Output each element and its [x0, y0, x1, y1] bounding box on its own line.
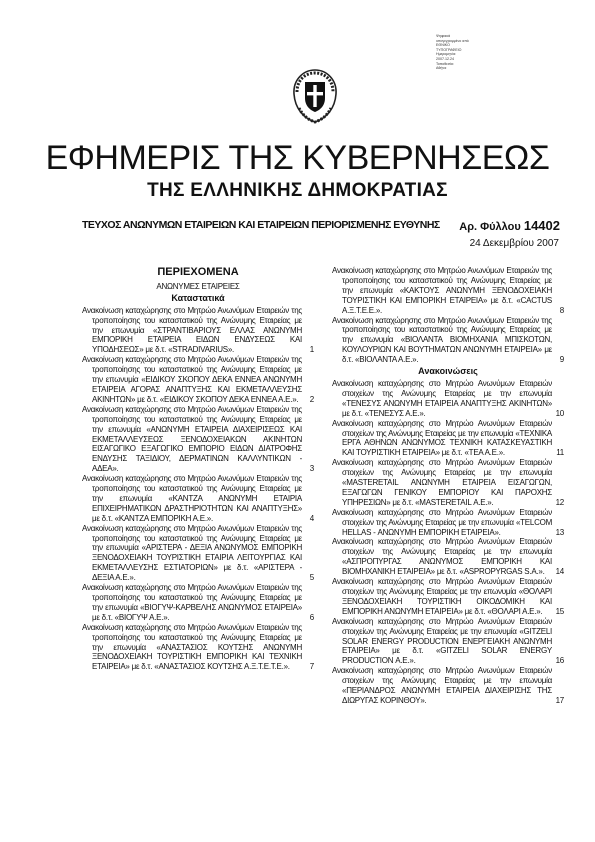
- entry-text: Ανακοίνωση καταχώρησης στο Μητρώο Ανωνύμων Εταιρειών στοιχείων της Ανώνυμης Εταιρείας με την επωνυμία «ΤΕΝΕΣΥΣ ΑΝΩΝΥΜΗ ΕΤΑΙΡΕΙΑ ΑΝΑΠΤΥΞΗΣ ΑΚΙΝΗΤΩΝ» με δ.τ. «ΤΕΝΕΣΥΣ Α.Ε.».: [332, 378, 552, 418]
- contents-entry: [332, 458, 564, 508]
- right-statute-entries: [332, 266, 564, 365]
- contents-entry: [332, 316, 564, 366]
- masthead-title: ΕΦΗΜΕΡΙΣ ΤΗΣ ΚΥΒΕΡΝΗΣΕΩΣ: [45, 139, 550, 177]
- entry-page-number: 7: [309, 662, 314, 672]
- contents-entry: [332, 379, 564, 419]
- contents-entry: [82, 583, 314, 623]
- contents-entry: [82, 623, 314, 673]
- contents-entry: [82, 524, 314, 583]
- entry-page-number: 15: [555, 606, 564, 616]
- left-entries: [82, 306, 314, 673]
- digital-signature-stamp: [436, 34, 496, 71]
- contents-subheading: ΑΝΩΝΥΜΕΣ ΕΤΑΙΡΕΙΕΣ: [156, 281, 240, 291]
- section-announcements-heading: Ανακοινώσεις: [418, 366, 478, 377]
- entry-page-number: 13: [555, 527, 564, 537]
- entry-text: Ανακοίνωση καταχώρησης στο Μητρώο Ανωνύμων Εταιρειών της τροποποίησης του καταστατικού της Ανώνυμης Εταιρείας με την επωνυμία «ΑΝΩΝΥΜΗ ΕΤΑΙΡΕΙΑ ΔΙΑΧΕΙΡΙΣΕΩΣ ΚΑΙ ΕΚΜΕΤΑΛΛΕΥΣΕΩΣ ΞΕΝΟΔΟΧΕΙΑΚΩΝ ΑΚΙΝΗΤΩΝ ΕΙΣΑΓΩΓΙΚΟ ΕΞΑΓΩΓΙΚΟ ΕΜΠΟΡΙΟ ΕΙΔΩΝ ΔΙΑΤΡΟΦΗΣ ΕΝΔΥΣΗΣ ΤΑΞΙΔΙΟΥ, ΔΕΡΜΑΤΙΝΩΝ ΚΑΛΛΥΝΤΙΚΩΝ - ΑΔΕΑ».: [82, 404, 302, 474]
- entry-text: Ανακοίνωση καταχώρησης στο Μητρώο Ανωνύμων Εταιρειών της τροποποίησης του καταστατικού της Ανώνυμης Εταιρείας με την επωνυμία «ΑΝΑΣΤΑΣΙΟΣ ΚΟΥΤΣΗΣ ΑΝΩΝΥΜΗ ΞΕΝΟΔΟΧΕΙΑΚΗ ΤΟΥΡΙΣΤΙΚΗ ΕΜΠΟΡΙΚΗ ΚΑΙ ΤΕΧΝΙΚΗ ΕΤΑΙΡΕΙΑ» με δ.τ. «ΑΝΑΣΤΑΣΙΟΣ ΚΟΥΤΣΗΣ Α.Ξ.Τ.Ε.Τ.Ε.».: [82, 622, 302, 672]
- stamp-line: ΤΥΠΟΓΡΑΦΕΙΟ: [436, 47, 462, 52]
- entry-page-number: 4: [309, 513, 314, 523]
- contents-heading: ΠΕΡΙΕΧΟΜΕΝΑ: [157, 266, 239, 278]
- greek-coat-of-arms-icon: [287, 64, 343, 126]
- entry-page-number: 9: [559, 355, 564, 365]
- entry-page-number: 14: [555, 567, 564, 577]
- contents-left-column: [82, 266, 314, 672]
- contents-entry: [332, 577, 564, 617]
- entry-text: Ανακοίνωση καταχώρησης στο Μητρώο Ανωνύμων Εταιρειών στοιχείων της Ανώνυμης Εταιρείας με την επωνυμία «MASTERETAIL ΑΝΩΝΥΜΗ ΕΤΑΙΡΕΙΑ ΕΙΣΑΓΩΓΩΝ, ΕΞΑΓΩΓΩΝ ΓΕΝΙΚΟΥ ΕΜΠΟΡΙΟΥ ΚΑΙ ΠΑΡΟΧΗΣ ΥΠΗΡΕΣΙΩΝ» με δ.τ. «MASTERETAIL Α.Ε.».: [332, 458, 552, 507]
- entry-text: Ανακοίνωση καταχώρησης στο Μητρώο Ανωνύμων Εταιρειών στοιχείων της Ανώνυμης Εταιρείας με την επωνυμία «ΠΕΡΙΑΝΔΡΟΣ ΑΝΩΝΥΜΗ ΕΤΑΙΡΕΙΑ ΔΙΑΧΕΙΡΙΣΗΣ ΤΗΣ ΔΙΩΡΥΓΑΣ ΚΟΡΙΝΘΟΥ».: [332, 666, 552, 705]
- stamp-line: ΕΘΝΙΚΟ: [436, 43, 450, 48]
- contents-entry: [82, 306, 314, 356]
- entry-page-number: 2: [309, 394, 314, 404]
- entry-page-number: 11: [556, 448, 564, 458]
- contents-entry: [332, 266, 564, 316]
- entry-page-number: 3: [309, 464, 314, 474]
- entry-page-number: 1: [309, 345, 314, 355]
- entry-text: Ανακοίνωση καταχώρησης στο Μητρώο Ανωνύμων Εταιρειών στοιχείων της Ανώνυμης Εταιρείας με την επωνυμία «ΘΟΛΑΡΙ ΞΕΝΟΔΟΧΕΙΑΚΗ ΤΟΥΡΙΣΤΙΚΗ ΟΙΚΟΔΟΜΙΚΗ ΚΑΙ ΕΜΠΟΡΙΚΗ ΑΝΩΝΥΜΗ ΕΤΑΙΡΕΙΑ» με δ.τ. «ΘΟΛΑΡΙ Α.Ε.».: [332, 577, 552, 616]
- section-statutes-heading: Καταστατικά: [171, 292, 225, 303]
- right-announcement-entries: [332, 379, 564, 706]
- stamp-line: Ημερομηνία:: [436, 52, 457, 57]
- entry-text: Ανακοίνωση καταχώρησης στο Μητρώο Ανωνύμων Εταιρειών της τροποποίησης του καταστατικού της Ανώνυμης Εταιρείας με την επωνυμία «ΚΑΝΤΖΑ ΑΝΩΝΥΜΗ ΕΤΑΙΡΙΑ ΕΠΙΧΕΙΡΗΜΑΤΙΚΩΝ ΔΡΑΣΤΗΡΙΟΤΗΤΩΝ ΚΑΙ ΑΝΑΠΤΥΞΗΣ» με δ.τ. «ΚΑΝΤΖΑ ΕΜΠΟΡΙΚΗ Α.Ε.».: [82, 474, 302, 523]
- contents-entry: [82, 405, 314, 474]
- stamp-line: υπογεγραμμένο από: [436, 38, 469, 43]
- contents-entry: [82, 474, 314, 524]
- contents-right-column: [332, 266, 564, 706]
- entry-text: Ανακοίνωση καταχώρησης στο Μητρώο Ανωνύμων Εταιρειών της τροποποίησης του καταστατικού της Ανώνυμης Εταιρείας με την επωνυμία «ΣΤΡΑΝΤΙΒΑΡΙΟΥΣ ΕΛΛΑΣ ΑΝΩΝΥΜΗ ΕΜΠΟΡΙΚΗ ΕΤΑΙΡΕΙΑ ΕΙΔΩΝ ΕΝΔΥΣΕΩΣ ΚΑΙ ΥΠΟΔΗΣΕΩΣ» με δ.τ. «STRADIVARIUS».: [82, 305, 302, 355]
- stamp-line: Αθήνα: [436, 66, 447, 71]
- contents-entry: [332, 666, 564, 706]
- entry-text: Ανακοίνωση καταχώρησης στο Μητρώο Ανωνύμων Εταιρειών στοιχείων της Ανώνυμης Εταιρείας με την επωνυμία «GITZELI SOLAR ENERGY PRODUCTION ΕΝΕΡΓΕΙΑΚΗ ΑΝΩΝΥΜΗ ΕΤΑΙΡΕΙΑ» με δ.τ. «GITZELI SOLAR ENERGY PRODUCTION Α.Ε.».: [332, 616, 552, 666]
- masthead-subtitle: ΤΗΣ ΕΛΛΗΝΙΚΗΣ ΔΗΜΟΚΡΑΤΙΑΣ: [147, 180, 448, 201]
- entry-text: Ανακοίνωση καταχώρησης στο Μητρώο Ανωνύμων Εταιρειών στοιχείων της Ανώνυμης Εταιρείας με την επωνυμία «TELCOM HELLAS - ΑΝΩΝΥΜΗ ΕΜΠΟΡΙΚΗ ΕΤΑΙΡΕΙΑ».: [332, 507, 552, 537]
- series-title: ΤΕΥΧΟΣ ΑΝΩΝΥΜΩΝ ΕΤΑΙΡΕΙΩΝ ΚΑΙ ΕΤΑΙΡΕΙΩΝ ΠΕΡΙΟΡΙΣΜΕΝΗΣ ΕΥΘΥΝΗΣ: [82, 219, 440, 231]
- entry-text: Ανακοίνωση καταχώρησης στο Μητρώο Ανωνύμων Εταιρειών της τροποποίησης του καταστατικού της Ανώνυμης Εταιρείας με την επωνυμία «ΒΙΟΛΑΝΤΑ ΒΙΟΜΗΧΑΝΙΑ ΜΠΙΣΚΟΤΩΝ, ΚΟΥΛΟΥΡΙΩΝ ΚΑΙ ΒΟΥΤΗΜΑΤΩΝ ΑΝΩΝΥΜΗ ΕΤΑΙΡΕΙΑ» με δ.τ. «ΒΙΟΛΑΝΤΑ Α.Ε.».: [332, 315, 552, 365]
- contents-entry: [332, 419, 564, 459]
- entry-page-number: 10: [555, 408, 564, 418]
- issue-date: 24 Δεκεμβρίου 2007: [469, 238, 559, 249]
- entry-text: Ανακοίνωση καταχώρησης στο Μητρώο Ανωνύμων Εταιρειών της τροποποίησης του καταστατικού της Ανώνυμης Εταιρείας με την επωνυμία «ΒΙΟΓΥΨ-ΚΑΡΒΕΛΗΣ ΑΝΩΝΥΜΟΣ ΕΤΑΙΡΕΙΑ» με δ.τ. «ΒΙΟΓΥΨ Α.Ε.».: [82, 583, 302, 622]
- contents-entry: [332, 508, 564, 538]
- contents-entry: [332, 537, 564, 577]
- entry-page-number: 8: [559, 305, 564, 315]
- entry-text: Ανακοίνωση καταχώρησης στο Μητρώο Ανωνύμων Εταιρειών στοιχείων της Ανώνυμης Εταιρείας με την επωνυμία «ΑΣΠΡΟΠΥΡΓΑΣ ΑΝΩΝΥΜΟΣ ΕΜΠΟΡΙΚΗ ΚΑΙ ΒΙΟΜΗΧΑΝΙΚΗ ΕΤΑΙΡΕΙΑ» με δ.τ. «ASPROPYRGAS S.A.».: [332, 537, 552, 577]
- entry-text: Ανακοίνωση καταχώρησης στο Μητρώο Ανωνύμων Εταιρειών της τροποποίησης του καταστατικού της Ανώνυμης Εταιρείας με την επωνυμία «ΑΡΙΣΤΕΡΑ - ΔΕΞΙΑ ΑΝΩΝΥΜΟΣ ΕΜΠΟΡΙΚΗ ΞΕΝΟΔΟΧΕΙΑΚΗ ΤΟΥΡΙΣΤΙΚΗ ΕΤΑΙΡΙΑ ΛΕΙΤΟΥΡΓΙΑΣ ΚΑΙ ΕΚΜΕΤΑΛΛΕΥΣΗΣ ΕΣΤΙΑΤΟΡΙΩΝ» με δ.τ. «ΑΡΙΣΤΕΡΑ - ΔΕΞΙΑ Α.Ε.».: [82, 523, 302, 583]
- contents-entry: [82, 355, 314, 405]
- contents-entry: [332, 617, 564, 667]
- entry-page-number: 16: [555, 656, 564, 666]
- stamp-line: 2007.12.24: [436, 56, 454, 61]
- entry-page-number: 17: [555, 695, 564, 705]
- stamp-line: Τοποθεσία:: [436, 61, 454, 66]
- issue-label: Αρ. Φύλλου: [459, 221, 521, 233]
- entry-text: Ανακοίνωση καταχώρησης στο Μητρώο Ανωνύμων Εταιρειών της τροποποίησης του καταστατικού της Ανώνυμης Εταιρείας με την επωνυμία «ΕΙΔΙΚΟΥ ΣΚΟΠΟΥ ΔΕΚΑ ΕΝΝΕΑ ΑΝΩΝΥΜΗ ΕΤΑΙΡΕΙΑ ΑΓΟΡΑΣ ΑΝΑΠΤΥΞΗΣ ΚΑΙ ΕΚΜΕΤΑΛΛΕΥΣΗΣ ΑΚΙΝΗΤΩΝ» με δ.τ. «ΕΙΔΙΚΟΥ ΣΚΟΠΟΥ ΔΕΚΑ ΕΝΝΕΑ Α.Ε.».: [82, 355, 302, 404]
- stamp-line: Ψηφιακά: [436, 34, 451, 38]
- entry-text: Ανακοίνωση καταχώρησης στο Μητρώο Ανωνύμων Εταιρειών στοιχείων της Ανώνυμης Εταιρείας με την επωνυμία «ΤΕΧΝΙΚΑ ΕΡΓΑ ΑΘΗΝΩΝ ΑΝΩΝΥΜΟΣ ΤΕΧΝΙΚΗ ΚΑΤΑΣΚΕΥΑΣΤΙΚΗ ΚΑΙ ΤΟΥΡΙΣΤΙΚΗ ΕΤΑΙΡΕΙΑ» με δ.τ. «ΤΕΑ Α.Ε.».: [332, 418, 552, 458]
- issue-number: [459, 218, 560, 233]
- entry-text: Ανακοίνωση καταχώρησης στο Μητρώο Ανωνύμων Εταιρειών της τροποποίησης του καταστατικού της Ανώνυμης Εταιρείας με την επωνυμία «ΚΑΚΤΟΥΣ ΑΝΩΝΥΜΗ ΞΕΝΟΔΟΧΕΙΑΚΗ ΤΟΥΡΙΣΤΙΚΗ ΚΑΙ ΕΜΠΟΡΙΚΗ ΕΤΑΙΡΕΙΑ» με δ.τ. «CACTUS Α.Ξ.Τ.Ε.Ε.».: [332, 266, 552, 315]
- entry-page-number: 12: [555, 497, 564, 507]
- issue-value: 14402: [523, 218, 560, 233]
- entry-page-number: 6: [309, 612, 314, 622]
- entry-page-number: 5: [309, 573, 314, 583]
